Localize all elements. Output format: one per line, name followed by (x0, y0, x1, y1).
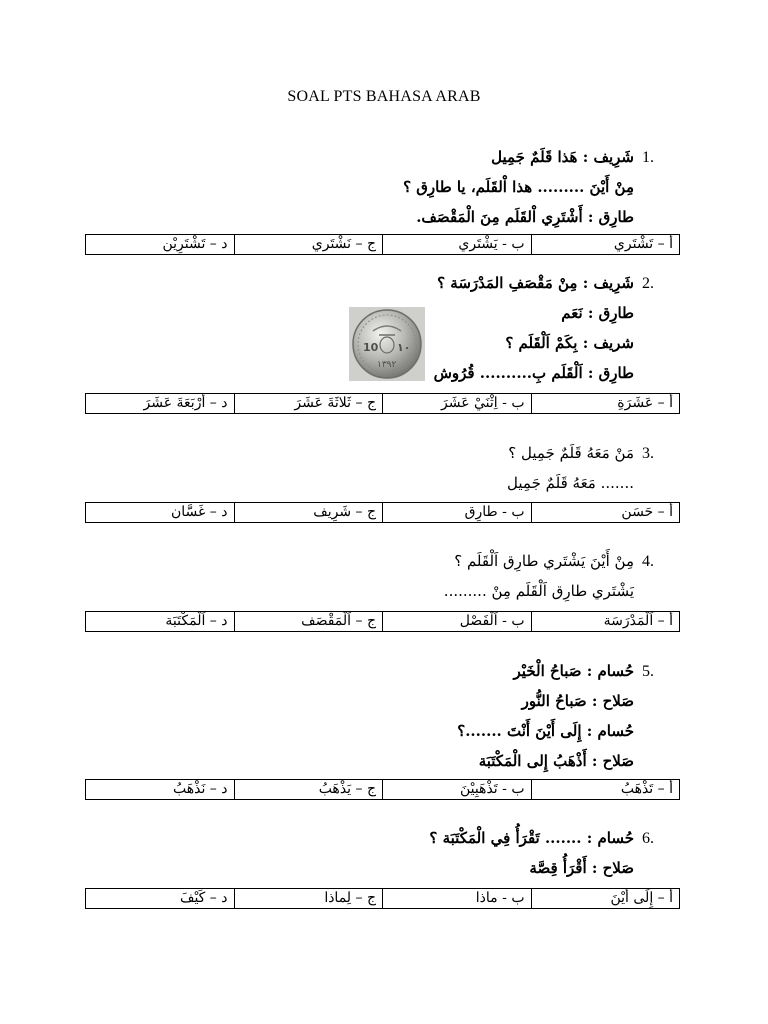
question-4-line-1: 4.مِنْ أَيْنَ يَشْتَري طارِق اَلْقَلَم ؟ (94, 546, 654, 576)
option-a[interactable]: أ – حَسَن (531, 503, 680, 523)
question-2-line-3: شريف : بِكَمْ اَلْقَلَم ؟ (505, 334, 634, 352)
question-number: 2. (642, 275, 654, 292)
question-5-line-4: صَلاح : أَذْهَبُ إِلى الْمَكْتَبَة (478, 752, 634, 770)
option-b[interactable]: ب - اَلْفَصْل (383, 612, 532, 632)
question-2-line-4: طارِق : اَلْقَلَم بِ.......... قُرُوش (433, 364, 634, 382)
option-b[interactable]: ب - يَشْتَري (383, 235, 532, 255)
question-3-line-1: 3.مَنْ مَعَهُ قَلَمٌ جَمِيل ؟ (94, 438, 654, 468)
question-2-line-2: طارِق : نَعَم (561, 304, 634, 322)
question-number: 1. (642, 149, 654, 166)
question-6-line-1: 6.حُسام : ....... تَقْرَأُ فِي الْمَكْتَبَة ؟ (94, 823, 654, 853)
option-c[interactable]: ج – ثَلاثَةَ عَشَرَ (234, 394, 383, 414)
coin-arabic-numeral: ١٠ (397, 341, 411, 354)
coin-year: ١٣٩٢ (377, 360, 397, 370)
question-1-line-2: مِنْ أَيْنَ ......... هذا اْلقَلَم، يا طارِق ؟ (403, 178, 634, 196)
options-table-2 (85, 393, 680, 414)
option-a[interactable]: أ – عَشَرَةِ (531, 394, 680, 414)
options-table-6 (85, 888, 680, 909)
option-a[interactable]: أ – إِلَى أَيْنَ (531, 889, 680, 909)
option-b[interactable]: ب - اِثْنَيْ عَشَرَ (383, 394, 532, 414)
document-title: SOAL PTS BAHASA ARAB (287, 88, 481, 105)
saudi-coin-image (349, 307, 425, 381)
option-c[interactable]: ج – اَلْمَقْصَف (234, 612, 383, 632)
question-4 (94, 546, 654, 606)
option-b[interactable]: ب - ماذا (383, 889, 532, 909)
option-b[interactable]: ب - طارِق (383, 503, 532, 523)
option-a[interactable]: أ – تَذْهَبُ (531, 780, 680, 800)
question-5-line-2: صَلاح : صَباحُ النُّور (521, 692, 634, 710)
question-5 (94, 656, 654, 776)
question-3-line-2: ....... مَعَهُ قَلَمٌ جَمِيل (507, 474, 634, 492)
question-6 (94, 823, 654, 883)
coin-numeral: 10 (363, 341, 379, 354)
options-table-1 (85, 234, 680, 255)
options-table-3 (85, 502, 680, 523)
question-5-line-1: 5.حُسام : صَباحُ الْخَيْر (94, 656, 654, 686)
option-b[interactable]: ب - تَذْهَبِيْنَ (383, 780, 532, 800)
question-number: 5. (642, 663, 654, 680)
question-1-line-3: طارِق : أَشْتَرِي اْلقَلَم مِنَ الْمَقْصَف. (416, 208, 634, 226)
option-c[interactable]: ج – لِماذا (234, 889, 383, 909)
question-number: 6. (642, 830, 654, 847)
question-1-line-1: 1.شَرِيف : هَذا قَلَمٌ جَمِيل (94, 142, 654, 172)
option-d[interactable]: د – اَلْمَكْتَبَة (86, 612, 235, 632)
option-d[interactable]: د – نَذْهَبُ (86, 780, 235, 800)
question-6-line-2: صَلاح : أَقْرَأُ قِصَّة (529, 859, 634, 877)
question-1 (94, 142, 654, 232)
option-c[interactable]: ج – شَرِيف (234, 503, 383, 523)
question-2-line-1: 2.شَرِيف : مِنْ مَقْصَفِ المَدْرَسَة ؟ (94, 268, 654, 298)
question-3 (94, 438, 654, 498)
option-c[interactable]: ج – نَشْتَري (234, 235, 383, 255)
option-c[interactable]: ج – يَذْهَبُ (234, 780, 383, 800)
question-number: 3. (642, 445, 654, 462)
question-4-line-2: يَشْتَري طارِق اَلْقَلَم مِنْ ......... (443, 582, 634, 600)
options-table-5 (85, 779, 680, 800)
option-d[interactable]: د – غَسَّان (86, 503, 235, 523)
option-a[interactable]: أ – اَلْمَدْرَسَة (531, 612, 680, 632)
question-number: 4. (642, 553, 654, 570)
option-a[interactable]: أ – تَشْتَري (531, 235, 680, 255)
question-5-line-3: حُسام : إِلَى أَيْنَ أَنْتَ .......؟ (457, 722, 634, 740)
option-d[interactable]: د – كَيْفَ (86, 889, 235, 909)
options-table-4 (85, 611, 680, 632)
option-d[interactable]: د – أَرْبَعَةَ عَشَرَ (86, 394, 235, 414)
option-d[interactable]: د – تَشْتَرِيْن (86, 235, 235, 255)
